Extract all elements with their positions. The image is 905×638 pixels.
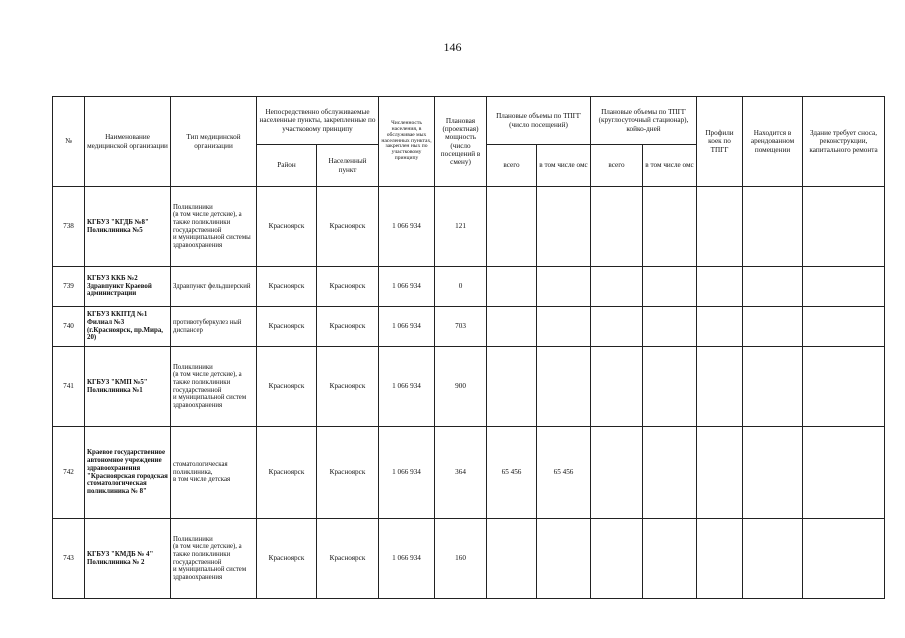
cell-v_oms <box>537 347 591 427</box>
header-plan-visits: Плановые объемы по ТПГГ (число посещений) <box>487 97 591 145</box>
cell-profiles <box>697 187 743 267</box>
cell-v_oms <box>537 267 591 307</box>
cell-rented <box>743 347 803 427</box>
cell-capacity: 900 <box>435 347 487 427</box>
cell-s_total <box>591 347 643 427</box>
cell-v_total <box>487 347 537 427</box>
cell-s_oms <box>643 187 697 267</box>
table-row <box>53 347 885 427</box>
cell-rented <box>743 307 803 347</box>
header-plan-stationary: Плановые объемы по ТПГГ (круглосуточный стационар), койко-дней <box>591 97 697 145</box>
header-type: Тип медицинской организации <box>171 97 257 187</box>
header-visits-oms: в том числе омс <box>537 145 591 187</box>
header-direct: Непосредственно обслуживаемые населенные пункты, закрепленные по участковому принципу <box>257 97 379 145</box>
table-row <box>53 427 885 519</box>
cell-building <box>803 267 885 307</box>
cell-type: Поликлиники (в том числе детские), а также поликлиники государственной и муниципальной систем здравоохранения <box>171 519 257 599</box>
cell-s_oms <box>643 427 697 519</box>
cell-locality: Красноярск <box>317 267 379 307</box>
cell-profiles <box>697 307 743 347</box>
header-stationary-oms: в том числе омс <box>643 145 697 187</box>
cell-v_oms <box>537 307 591 347</box>
cell-rented <box>743 267 803 307</box>
cell-capacity: 0 <box>435 267 487 307</box>
cell-v_total <box>487 187 537 267</box>
cell-type: Поликлиники (в том числе детские), а также поликлиники государственной и муниципальной системы здравоохранения <box>171 187 257 267</box>
header-stationary-total: всего <box>591 145 643 187</box>
cell-profiles <box>697 519 743 599</box>
page-number: 146 <box>443 40 462 54</box>
cell-locality: Красноярск <box>317 187 379 267</box>
header-rented: Находится в арендованном помещении <box>743 97 803 187</box>
cell-s_total <box>591 307 643 347</box>
cell-num: 741 <box>53 347 85 427</box>
cell-district: Красноярск <box>257 187 317 267</box>
cell-v_oms: 65 456 <box>537 427 591 519</box>
cell-num: 743 <box>53 519 85 599</box>
cell-num: 738 <box>53 187 85 267</box>
header-capacity: Плановая (проектная) мощность (число посещений в смену) <box>435 97 487 187</box>
cell-v_total <box>487 307 537 347</box>
cell-population: 1 066 934 <box>379 187 435 267</box>
table-row <box>53 267 885 307</box>
cell-population: 1 066 934 <box>379 519 435 599</box>
cell-s_oms <box>643 267 697 307</box>
header-profiles: Профили коек по ТПГГ <box>697 97 743 187</box>
cell-num: 739 <box>53 267 85 307</box>
cell-type: Поликлиники (в том числе детские), а также поликлиники государственной и муниципальной систем здравоохранения <box>171 347 257 427</box>
cell-name: Краевое государственное автономное учреждение здравоохранения "Красноярская городская стоматологическая поликлиника № 8" <box>85 427 171 519</box>
cell-population: 1 066 934 <box>379 347 435 427</box>
cell-locality: Красноярск <box>317 307 379 347</box>
header-population: Численность населения, в обслуживае мых населенных пунктах, закреплен ных по участковому принципу <box>379 97 435 187</box>
cell-district: Красноярск <box>257 519 317 599</box>
cell-v_oms <box>537 187 591 267</box>
cell-population: 1 066 934 <box>379 267 435 307</box>
cell-population: 1 066 934 <box>379 427 435 519</box>
cell-v_total <box>487 267 537 307</box>
cell-s_total <box>591 519 643 599</box>
cell-name: КГБУЗ "КМДБ № 4" Поликлиника № 2 <box>85 519 171 599</box>
cell-capacity: 364 <box>435 427 487 519</box>
cell-profiles <box>697 267 743 307</box>
header-building: Здание требует сноса, реконструкции, капитального ремонта <box>803 97 885 187</box>
cell-name: КГБУЗ "КМП №5" Поликлиника №1 <box>85 347 171 427</box>
cell-locality: Красноярск <box>317 427 379 519</box>
cell-building <box>803 187 885 267</box>
header-num: № <box>53 97 85 187</box>
cell-rented <box>743 519 803 599</box>
table-row <box>53 187 885 267</box>
table-row <box>53 307 885 347</box>
table-row <box>53 519 885 599</box>
cell-type: противотуберкулез ный диспансер <box>171 307 257 347</box>
cell-profiles <box>697 347 743 427</box>
cell-v_total <box>487 519 537 599</box>
cell-v_total: 65 456 <box>487 427 537 519</box>
header-visits-total: всего <box>487 145 537 187</box>
cell-s_oms <box>643 347 697 427</box>
cell-capacity: 121 <box>435 187 487 267</box>
cell-num: 742 <box>53 427 85 519</box>
header-name: Наименование медицинской организации <box>85 97 171 187</box>
cell-building <box>803 347 885 427</box>
cell-district: Красноярск <box>257 347 317 427</box>
cell-s_oms <box>643 519 697 599</box>
cell-district: Красноярск <box>257 267 317 307</box>
cell-capacity: 160 <box>435 519 487 599</box>
cell-profiles <box>697 427 743 519</box>
cell-v_oms <box>537 519 591 599</box>
header-district: Район <box>257 145 317 187</box>
cell-s_total <box>591 187 643 267</box>
cell-district: Красноярск <box>257 427 317 519</box>
cell-capacity: 703 <box>435 307 487 347</box>
cell-population: 1 066 934 <box>379 307 435 347</box>
cell-rented <box>743 427 803 519</box>
cell-name: КГБУЗ ККБ №2 Здравпункт Краевой администрации <box>85 267 171 307</box>
cell-num: 740 <box>53 307 85 347</box>
cell-s_oms <box>643 307 697 347</box>
cell-type: Здравпункт фельдшерский <box>171 267 257 307</box>
cell-name: КГБУЗ ККПТД №1 Филиал №3 (г.Красноярск, пр.Мира, 20) <box>85 307 171 347</box>
cell-building <box>803 427 885 519</box>
cell-name: КГБУЗ "КГДБ №8" Поликлиника №5 <box>85 187 171 267</box>
document-table <box>52 96 885 599</box>
cell-locality: Красноярск <box>317 519 379 599</box>
cell-building <box>803 519 885 599</box>
cell-type: стоматологическая поликлиника, в том числе детская <box>171 427 257 519</box>
header-locality: Населенный пункт <box>317 145 379 187</box>
cell-s_total <box>591 427 643 519</box>
cell-s_total <box>591 267 643 307</box>
cell-rented <box>743 187 803 267</box>
cell-locality: Красноярск <box>317 347 379 427</box>
cell-building <box>803 307 885 347</box>
cell-district: Красноярск <box>257 307 317 347</box>
